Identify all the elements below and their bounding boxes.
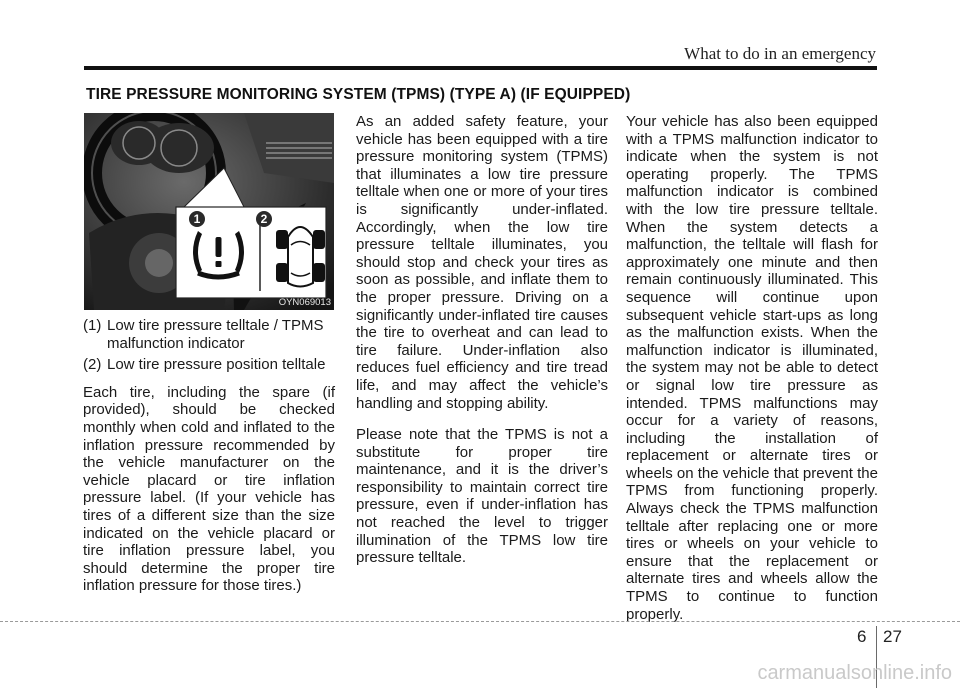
caption-2-number: (2) [83,356,102,374]
caption-1-text: Low tire pressure telltale / TPMS malfunction indicator [107,317,324,352]
chapter-number: 6 [857,627,867,646]
column-1 [83,317,335,595]
telltale-callout [84,113,334,310]
column-2-paragraph-1: As an added safety feature, your vehicle has been equipped with a tire pressure monitoring system (TPMS) that illuminates a low tire pressure telltale when one or more of your tires is significantly under-inflated. Accordingly, when the low tire pressure telltale illuminates, you should stop and check your tires as soon as possible, and inflate them to the proper pressure. Driving on a significantly under-inflated tire causes the tire to overheat and can lead to tire failure. Under-inflation also reduces fuel efficiency and tire tread life, and may affect the vehicle’s handling and stopping ability. [356,113,608,412]
caption-2 [83,356,335,374]
callout-1-label: 1 [193,212,201,226]
footer-rule [0,621,960,622]
figure-code: OYN069013 [278,297,331,308]
column-2-paragraph-2: Please note that the TPMS is not a substitute for proper tire maintenance, and it is the driver’s responsibility to maintain correct tire pressure, even if under-inflation has not reached the level to trigger illumination of the TPMS low tire pressure telltale. [356,426,608,567]
section-title: What to do in an emergency [684,44,876,63]
page-number: 27 [883,627,902,646]
caption-1-number: (1) [83,317,102,334]
column-2 [356,113,608,567]
column-1-paragraph: Each tire, including the spare (if provided), should be checked monthly when cold and inflated to the inflation pressure recommended by the vehicle manufacturer on the vehicle placard or tire inflation pressure label. (If your vehicle has tires of a different size than the size indicated on the vehicle placard or tire inflation pressure label, you should determine the proper tire inflation pressure for those tires.) [83,383,335,595]
header-rule [84,66,877,70]
watermark: carmanualsonline.info [757,662,952,684]
column-3 [626,113,878,623]
page-heading: TIRE PRESSURE MONITORING SYSTEM (TPMS) (TYPE A) (IF EQUIPPED) [86,86,631,103]
callout-2-label: 2 [260,212,268,226]
caption-2-text: Low tire pressure position telltale [107,356,326,374]
dashboard-figure [84,113,334,310]
column-3-paragraph: Your vehicle has also been equipped with a TPMS malfunction indicator to indicate when the system is not operating properly. The TPMS malfunction indicator is combined with the low tire pressure telltale. When the system detects a malfunction, the telltale will flash for approximately one minute and then remain continuously illuminated. This sequence will continue upon subsequent vehicle start-ups as long as the malfunction exists. When the malfunction indicator is illuminated, the system may not be able to detect or signal low tire pressure as intended. TPMS malfunctions may occur for a variety of reasons, including the installation of replacement or alternate tires or wheels on the vehicle that prevent the TPMS from functioning properly. Always check the TPMS malfunction telltale after replacing one or more tires or wheels on your vehicle to ensure that the replacement or alternate tires and wheels allow the TPMS to continue to function properly. [626,113,878,623]
caption-1 [83,317,335,352]
